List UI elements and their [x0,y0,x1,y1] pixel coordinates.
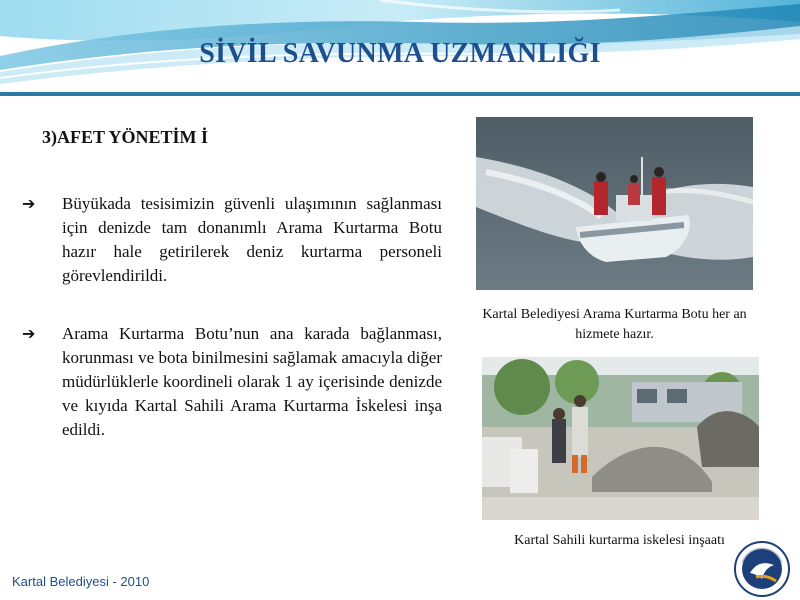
right-arrow-icon: ➔ [22,194,36,213]
photo-caption: Kartal Sahili kurtarma iskelesi inşaatı [514,533,725,548]
section-heading: 3)AFET YÖNETİM İ [42,127,209,147]
construction-photo [482,357,759,520]
bullet-paragraph [22,322,442,442]
footer-text: Kartal Belediyesi - 2010 [12,574,150,589]
right-arrow-icon: ➔ [22,324,36,343]
header-banner [0,0,800,100]
page-title: SİVİL SAVUNMA UZMANLIĞI [199,38,601,69]
kartal-logo-icon [734,541,790,597]
rescue-boat-photo [476,117,753,290]
bullet-text: Arama Kurtarma Botu’nun ana karada bağlanması, korunması ve bota binilmesini sağlamak amacıyla diğer müdürlüklerle koordineli olarak 1 ay içerisinde denizde ve kıyıda Kartal Sahili Arama Kurtarma İskelesi inşa edildi. [62,324,442,439]
photo-caption: Kartal Belediyesi Arama Kurtarma Botu her an hizmete hazır. [482,307,747,342]
kartal-belediyesi-logo [734,541,790,597]
bullet-paragraph [22,192,442,288]
bullet-text: Büyükada tesisimizin güvenli ulaşımının sağlanması için denizde tam donanımlı Arama Kurtarma Botu hazır hale getirilerek deniz kurtarma personeli görevlendirildi. [62,194,442,285]
